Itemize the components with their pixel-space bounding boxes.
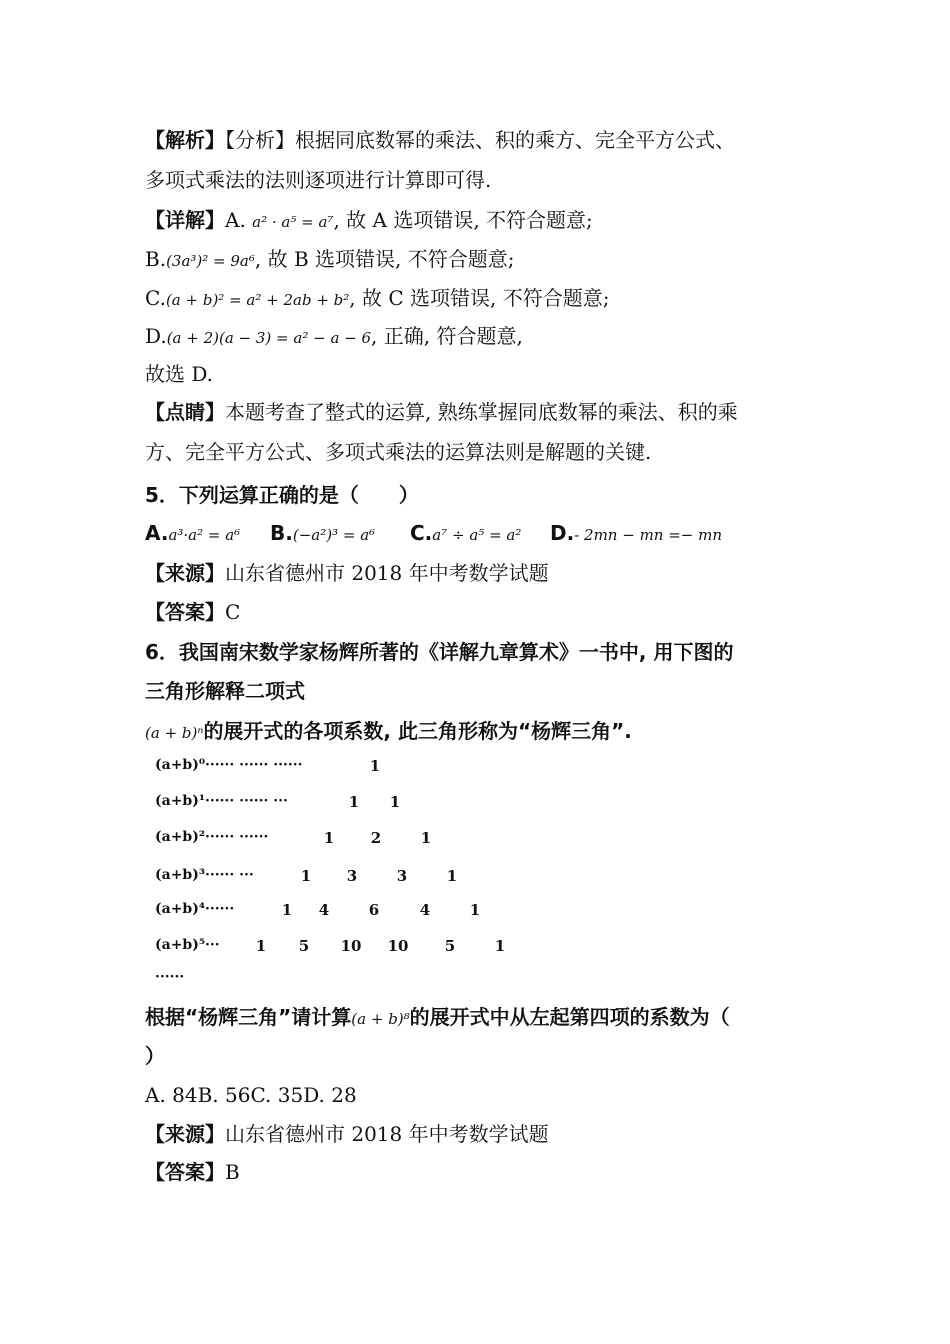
triangle-row-label-1: (a+b)¹······ ······ ···	[155, 793, 288, 809]
yang-hui-triangle-figure	[155, 755, 575, 985]
q5-option-c-label: C.	[410, 521, 433, 545]
triangle-coefficient: 2	[370, 829, 382, 847]
detail-a-math: a² · a⁵ = a⁷	[252, 213, 334, 231]
triangle-coefficient: 1	[494, 937, 506, 955]
detail-d-text: , 正确, 符合题意,	[371, 324, 523, 348]
comment-text-2: 方、完全平方公式、多项式乘法的运算法则是解题的关键.	[145, 440, 652, 464]
analysis-text-2: 多项式乘法的法则逐项进行计算即可得.	[145, 168, 492, 192]
analysis-line-2	[145, 165, 491, 195]
detail-conclusion	[145, 359, 213, 389]
q6-stem-line-2	[145, 676, 305, 706]
detail-option-b	[145, 244, 514, 276]
q5-options	[145, 518, 722, 550]
analysis-line-1	[145, 125, 735, 155]
triangle-row-label-0: (a+b)⁰······ ······ ······	[155, 757, 303, 773]
detail-d-math: (a + 2)(a − 3) = a² − a − 6	[166, 329, 372, 347]
triangle-coefficient: 1	[469, 901, 481, 919]
comment-line-2	[145, 437, 651, 467]
q6-source-tag: 【来源】	[145, 1122, 225, 1146]
detail-b-text: , 故 B 选项错误, 不符合题意;	[254, 247, 515, 271]
triangle-coefficient: 10	[340, 937, 362, 955]
triangle-coefficient: 1	[300, 867, 312, 885]
q5-option-a-math: a³·a² = a⁶	[168, 526, 241, 544]
triangle-coefficient: 1	[420, 829, 432, 847]
triangle-coefficient: 10	[387, 937, 409, 955]
detail-b-math: (3a³)² = 9a⁶	[166, 252, 255, 270]
q6-stem-line-3	[145, 716, 632, 748]
triangle-coefficient: 1	[369, 757, 381, 775]
q5-stem	[145, 480, 419, 510]
q6-question-post: 的展开式中从左起第四项的系数为（	[409, 1005, 730, 1029]
q5-option-a	[145, 518, 270, 550]
q6-answer-tag: 【答案】	[145, 1160, 225, 1184]
triangle-more-dots: ······	[155, 969, 185, 985]
q6-question-close: ）	[145, 1044, 165, 1068]
q5-option-b-label: B.	[270, 521, 293, 545]
q6-options	[145, 1080, 357, 1110]
triangle-coefficient: 1	[348, 793, 360, 811]
triangle-row-label-4: (a+b)⁴······	[155, 901, 235, 917]
triangle-row-label-2: (a+b)²······ ······	[155, 829, 269, 845]
q6-question-math: (a + b)⁸	[351, 1010, 410, 1028]
q6-answer-text: B	[225, 1160, 240, 1184]
detail-b-prefix: B.	[145, 247, 167, 271]
q6-options-text: A. 84B. 56C. 35D. 28	[145, 1083, 357, 1107]
q6-stem-text-2: 三角形解释二项式	[145, 679, 305, 703]
analysis-text-1: 根据同底数幂的乘法、积的乘方、完全平方公式、	[295, 128, 735, 152]
detail-a-prefix: A.	[225, 208, 246, 232]
q5-answer	[145, 597, 240, 627]
q5-answer-text: C	[225, 600, 241, 624]
q5-option-c	[410, 518, 550, 550]
triangle-row-label-3: (a+b)³······ ···	[155, 867, 254, 883]
q5-source	[145, 558, 549, 588]
q6-question-line-1	[145, 1002, 730, 1034]
detail-tag: 【详解】	[145, 208, 225, 232]
detail-option-d	[145, 321, 523, 353]
triangle-coefficient: 5	[444, 937, 456, 955]
q5-option-b-math: (−a²)³ = a⁶	[292, 526, 376, 544]
q6-stem-line-1	[145, 637, 733, 667]
triangle-coefficient: 4	[318, 901, 330, 919]
q5-option-d-math: - 2mn − mn =− mn	[574, 526, 723, 544]
analysis-tag: 【解析】	[145, 128, 225, 152]
detail-d-prefix: D.	[145, 324, 167, 348]
detail-c-prefix: C.	[145, 286, 166, 310]
comment-line-1	[145, 397, 738, 427]
detail-option-a	[145, 205, 593, 237]
detail-c-math: (a + b)² = a² + 2ab + b²	[165, 291, 350, 309]
q5-option-d	[550, 518, 722, 550]
triangle-coefficient: 6	[368, 901, 380, 919]
detail-option-c	[145, 283, 609, 315]
detail-a-text: , 故 A 选项错误, 不符合题意;	[333, 208, 593, 232]
q6-question-line-2	[145, 1041, 165, 1071]
triangle-coefficient: 1	[281, 901, 293, 919]
triangle-coefficient: 3	[346, 867, 358, 885]
q6-answer	[145, 1157, 240, 1187]
q6-source-text: 山东省德州市 2018 年中考数学试题	[225, 1122, 549, 1146]
q6-stem-text-3: 的展开式的各项系数, 此三角形称为“杨辉三角”.	[203, 719, 632, 743]
q5-option-d-label: D.	[550, 521, 575, 545]
q5-answer-tag: 【答案】	[145, 600, 225, 624]
q5-option-b	[270, 518, 410, 550]
comment-text-1: 本题考查了整式的运算, 熟练掌握同底数幂的乘法、积的乘	[225, 400, 738, 424]
analysis-sub-tag: 【分析】	[225, 128, 295, 152]
triangle-coefficient: 3	[396, 867, 408, 885]
triangle-coefficient: 1	[323, 829, 335, 847]
q5-source-text: 山东省德州市 2018 年中考数学试题	[225, 561, 549, 585]
triangle-coefficient: 1	[389, 793, 401, 811]
q6-stem-math: (a + b)ⁿ	[145, 724, 204, 742]
q5-source-tag: 【来源】	[145, 561, 225, 585]
q6-question-pre: 根据“杨辉三角”请计算	[145, 1005, 352, 1029]
q5-stem-text: 5．下列运算正确的是（ ）	[145, 483, 419, 507]
triangle-coefficient: 1	[255, 937, 267, 955]
triangle-row-label-5: (a+b)⁵···	[155, 937, 220, 953]
comment-tag: 【点睛】	[145, 400, 225, 424]
q5-option-c-math: a⁷ ÷ a⁵ = a²	[432, 526, 522, 544]
q6-source	[145, 1119, 549, 1149]
triangle-coefficient: 4	[419, 901, 431, 919]
q5-option-a-label: A.	[145, 521, 169, 545]
triangle-coefficient: 5	[298, 937, 310, 955]
detail-conclusion-text: 故选 D.	[145, 362, 214, 386]
detail-c-text: , 故 C 选项错误, 不符合题意;	[349, 286, 610, 310]
triangle-coefficient: 1	[446, 867, 458, 885]
q6-stem-text-1: 6．我国南宋数学家杨辉所著的《详解九章算术》一书中, 用下图的	[145, 640, 734, 664]
